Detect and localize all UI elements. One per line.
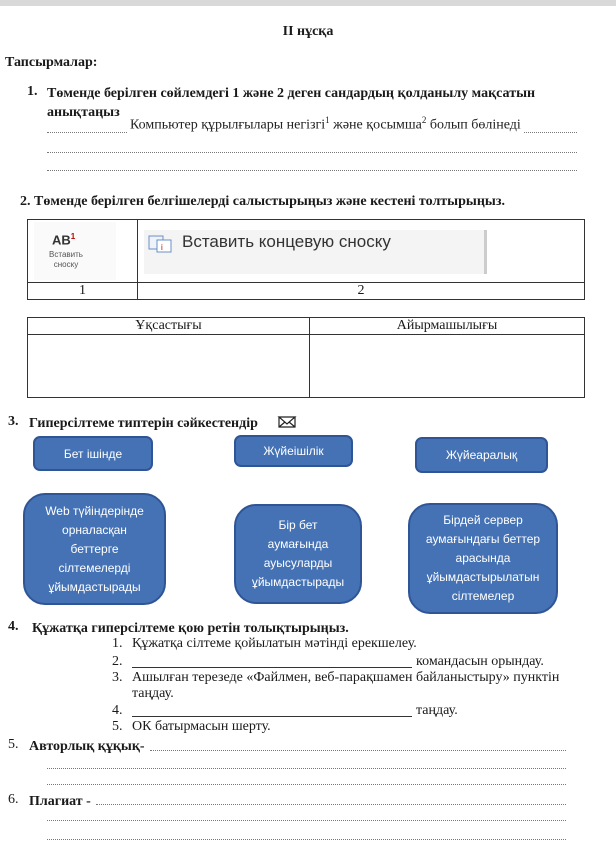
task1-text-line2: анықтаңыз bbox=[47, 105, 120, 120]
step-text-continued: таңдау. bbox=[132, 686, 174, 701]
example-sentence: Компьютер құрылғылары негізгі$^1$ және қосымша$^2$ болып бөлінеді bbox=[130, 115, 521, 133]
step-text: Құжатқа сілтеме қойылатын мәтінді ерекшелеу. bbox=[132, 636, 417, 651]
task6-text: Плагиат - bbox=[29, 794, 91, 809]
insert-endnote-label: Вставить концевую сноску bbox=[182, 232, 391, 251]
description-box-2[interactable]: Бір бет аумағында ауысуларды ұйымдастырады bbox=[234, 504, 362, 604]
step-text: Ашылған терезеде «Файлмен, веб-парақшамен байланыстыру» пунктін bbox=[132, 670, 560, 685]
type-box-2[interactable]: Жүйеішілік bbox=[234, 435, 353, 467]
answer-line[interactable] bbox=[47, 170, 577, 171]
col-number-2: 2 bbox=[138, 283, 585, 300]
step-text: таңдау. bbox=[416, 703, 458, 718]
task5-number: 5. bbox=[8, 737, 19, 752]
task5-text: Авторлық құқық- bbox=[29, 739, 145, 754]
type-box-3[interactable]: Жүйеаралық bbox=[415, 437, 548, 473]
step-number: 2. bbox=[112, 654, 123, 669]
task3-text: Гиперсілтеме типтерін сәйкестендір bbox=[29, 416, 258, 431]
answer-line[interactable] bbox=[150, 750, 566, 751]
step-number: 1. bbox=[112, 636, 123, 651]
step-number: 3. bbox=[112, 670, 123, 685]
step-number: 4. bbox=[112, 703, 123, 718]
task4-text: Құжатқа гиперсілтеме қою ретін толықтырыңыз. bbox=[32, 621, 349, 636]
tasks-heading: Тапсырмалар: bbox=[5, 55, 98, 70]
blank-line[interactable] bbox=[132, 667, 412, 668]
difference-answer-cell[interactable] bbox=[310, 335, 585, 398]
similarity-header: Ұқсастығы bbox=[28, 318, 310, 335]
answer-line[interactable] bbox=[47, 152, 577, 153]
type-box-1[interactable]: Бет ішінде bbox=[33, 436, 153, 471]
answer-line[interactable] bbox=[47, 820, 566, 821]
task1-text-line1: Төменде берілген сөйлемдегі 1 және 2 деген сандардың қолданылу мақсатын bbox=[47, 86, 536, 101]
task1-number: 1. bbox=[27, 84, 38, 99]
insert-endnote-screenshot bbox=[138, 220, 498, 282]
comparison-table bbox=[27, 317, 585, 398]
answer-line[interactable] bbox=[47, 784, 566, 785]
task6-number: 6. bbox=[8, 792, 19, 807]
description-box-1[interactable]: Web түйіндерінде орналасқан беттерге сілтемелерді ұйымдастырады bbox=[23, 493, 166, 605]
svg-text:i: i bbox=[161, 243, 163, 252]
insert-footnote-icon: $AB^1$ Вставить сноску bbox=[34, 222, 116, 280]
step-text: командасын орындау. bbox=[416, 654, 544, 669]
task2-text: 2. Төменде берілген белгішелерді салыстырыңыз және кестені толтырыңыз. bbox=[20, 194, 505, 209]
task3-number: 3. bbox=[8, 414, 19, 429]
col-number-1: 1 bbox=[28, 283, 138, 300]
answer-line[interactable] bbox=[47, 768, 566, 769]
insert-endnote-icon bbox=[148, 235, 172, 253]
top-border bbox=[0, 0, 616, 6]
description-box-3[interactable]: Бірдей сервер аумағындағы беттер арасында ұйымдастырылатын сілтемелер bbox=[408, 503, 558, 614]
envelope-icon bbox=[277, 415, 297, 429]
answer-line[interactable] bbox=[47, 839, 566, 840]
similarity-answer-cell[interactable] bbox=[28, 335, 310, 398]
icons-table bbox=[27, 219, 585, 300]
task4-number: 4. bbox=[8, 619, 19, 634]
step-number: 5. bbox=[112, 719, 123, 734]
blank-line[interactable] bbox=[132, 716, 412, 717]
answer-line[interactable] bbox=[96, 804, 566, 805]
icon-cell-1 bbox=[28, 220, 138, 283]
difference-header: Айырмашылығы bbox=[310, 318, 585, 335]
page-title: II нұсқа bbox=[282, 24, 334, 39]
step-text: ОК батырмасын шерту. bbox=[132, 719, 271, 734]
icon-cell-2 bbox=[138, 220, 585, 283]
insert-footnote-caption: Вставить сноску bbox=[49, 250, 83, 269]
